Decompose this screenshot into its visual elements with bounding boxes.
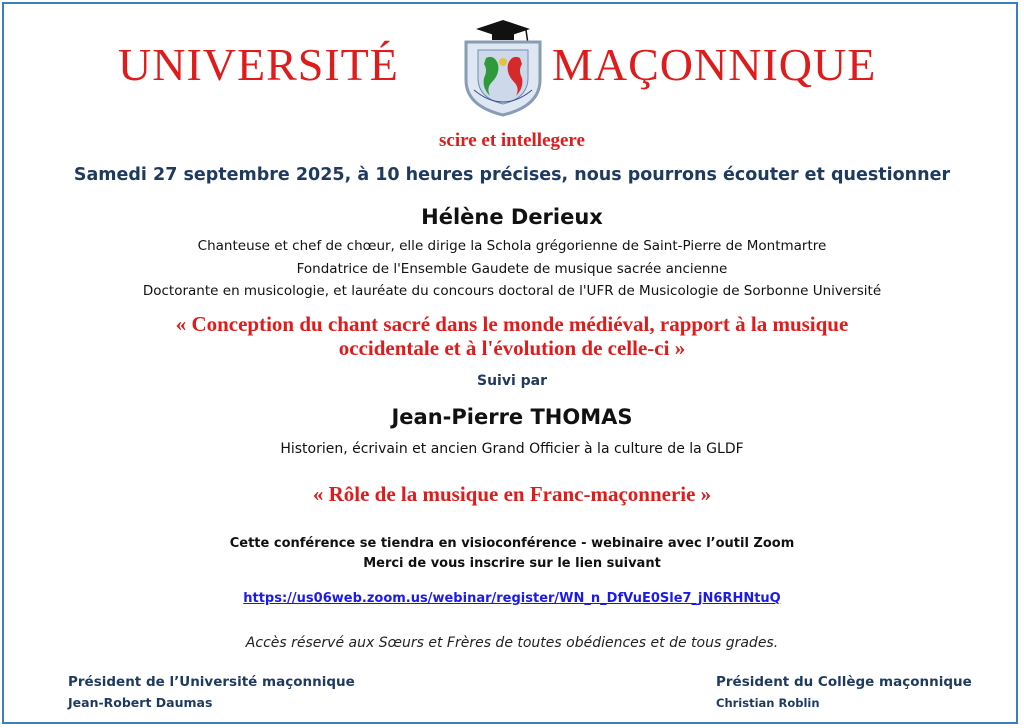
access-note: Accès réservé aux Sœurs et Frères de toutes obédiences et de tous grades. — [245, 635, 779, 651]
speaker2-talk-title: « Rôle de la musique en Franc-maçonnerie » — [312, 482, 712, 506]
left-signature-title: Président de l’Université maçonnique — [68, 674, 355, 690]
speaker1-talk-title-2: occidentale et à l'évolution de celle-ci » — [338, 336, 686, 360]
event-date-line: Samedi 27 septembre 2025, à 10 heures précises, nous pourrons écouter et questionner — [73, 165, 951, 185]
speaker1-bio-1: Chanteuse et chef de chœur, elle dirige la Schola grégorienne de Saint-Pierre de Montmartre — [197, 238, 827, 254]
title-universite: UNIVERSITÉ — [118, 39, 399, 90]
speaker2-name: Jean-Pierre THOMAS — [391, 405, 633, 429]
right-signature-title: Président du Collège maçonnique — [716, 674, 972, 690]
speaker1-talk-title-1: « Conception du chant sacré dans le monde médiéval, rapport à la musique — [175, 312, 849, 336]
motto: scire et intellegere — [439, 130, 585, 151]
transition-label: Suivi par — [476, 373, 548, 389]
title-maconnique: MAÇONNIQUE — [552, 39, 877, 90]
university-crest-logo — [456, 18, 550, 118]
speaker1-bio-3: Doctorante en musicologie, et lauréate du concours doctoral de l'UFR de Musicologie de Sorbonne Université — [142, 283, 882, 299]
right-signature-name: Christian Roblin — [716, 696, 820, 710]
conference-info-1: Cette conférence se tiendra en visioconférence - webinaire avec l’outil Zoom — [229, 536, 795, 551]
speaker1-name: Hélène Derieux — [421, 205, 603, 229]
left-signature-name: Jean-Robert Daumas — [68, 695, 213, 710]
registration-link[interactable]: https://us06web.zoom.us/webinar/register/WN_n_DfVuE0Sle7_jN6RHNtuQ — [243, 591, 781, 606]
speaker1-bio-2: Fondatrice de l'Ensemble Gaudete de musique sacrée ancienne — [296, 261, 728, 277]
speaker2-bio: Historien, écrivain et ancien Grand Officier à la culture de la GLDF — [280, 441, 744, 457]
conference-info-2: Merci de vous inscrire sur le lien suivant — [363, 556, 661, 571]
